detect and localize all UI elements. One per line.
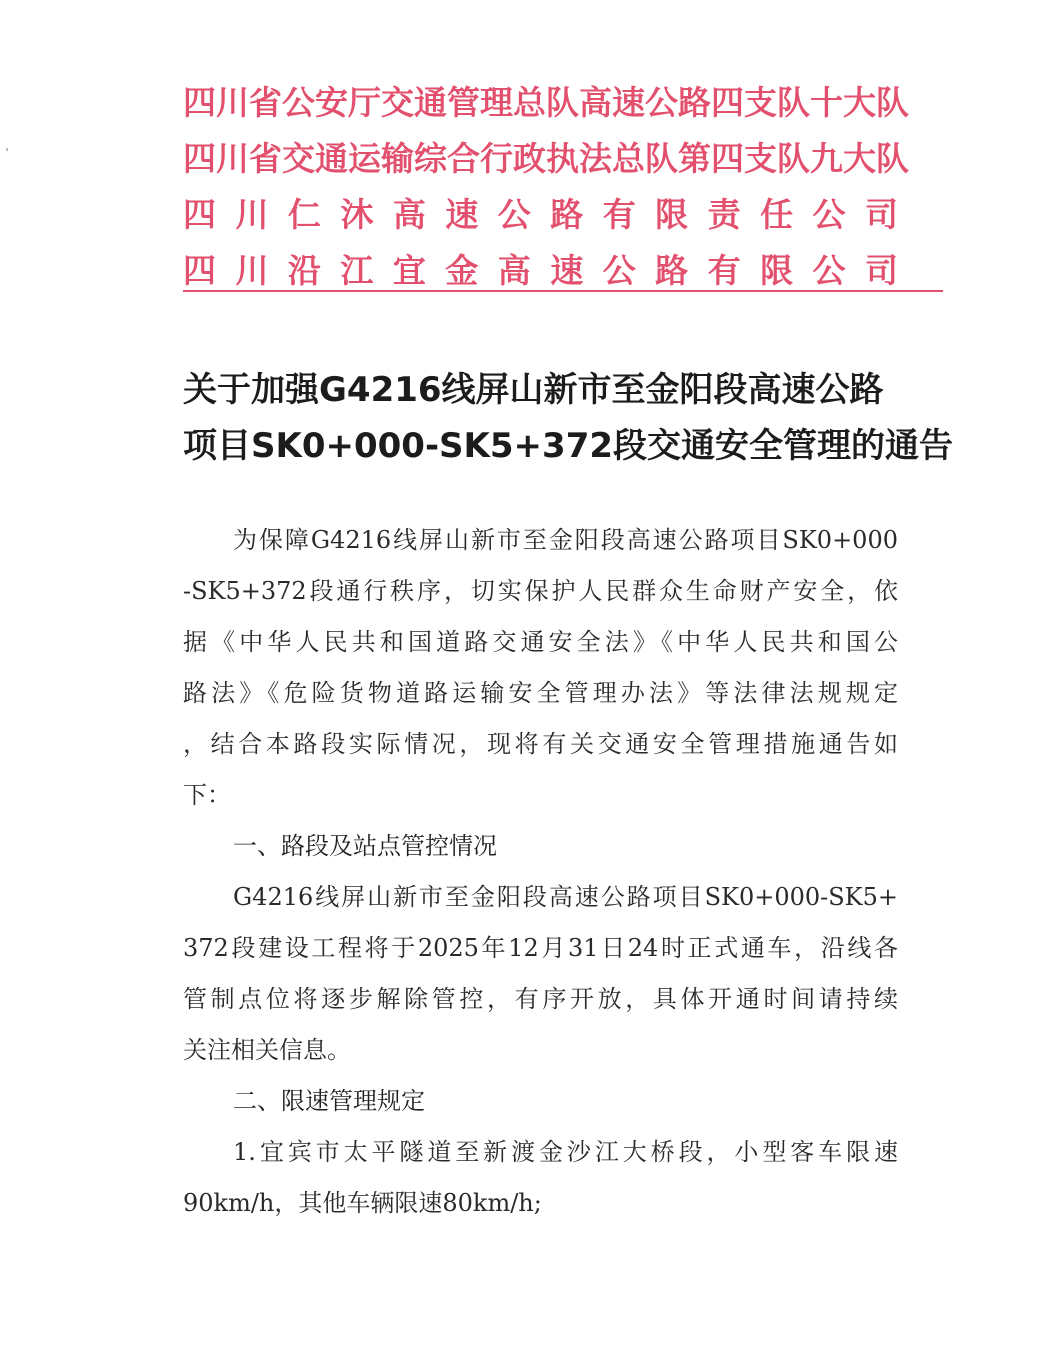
section-1-line-2: 372段建设工程将于2025年12月31日24时正式通车，沿线各 bbox=[183, 934, 898, 962]
issuing-authorities bbox=[183, 75, 909, 299]
section-1-line-1: G4216线屏山新市至金阳段高速公路项目SK0+000-SK5+ bbox=[233, 883, 898, 911]
document-body bbox=[183, 515, 898, 1229]
intro-line-6: 下： bbox=[183, 781, 231, 809]
title-line-1: 关于加强G4216线屏山新市至金阳段高速公路 bbox=[183, 370, 884, 410]
margin-mark bbox=[6, 148, 8, 151]
intro-line-4: 路法》《危险货物道路运输安全管理办法》等法律法规规定 bbox=[183, 679, 898, 707]
section-2-line-2: 90km/h，其他车辆限速80km/h; bbox=[183, 1189, 542, 1217]
issuer-4: 四川沿江宜金高速公路有限公司 bbox=[183, 251, 898, 290]
red-divider bbox=[183, 290, 943, 292]
section-2-heading: 二、限速管理规定 bbox=[233, 1087, 425, 1115]
section-1-line-3: 管制点位将逐步解除管控，有序开放，具体开通时间请持续 bbox=[183, 985, 898, 1013]
title-line-2: 项目SK0+000-SK5+372段交通安全管理的通告 bbox=[183, 426, 954, 466]
section-1-heading: 一、路段及站点管控情况 bbox=[233, 832, 497, 860]
issuer-2: 四川省交通运输综合行政执法总队第四支队九大队 bbox=[183, 139, 909, 178]
intro-line-3: 据《中华人民共和国道路交通安全法》《中华人民共和国公 bbox=[183, 628, 898, 656]
section-2-line-1: 1.宜宾市太平隧道至新渡金沙江大桥段，小型客车限速 bbox=[233, 1138, 898, 1166]
issuer-1: 四川省公安厅交通管理总队高速公路四支队十大队 bbox=[183, 83, 909, 122]
intro-line-1: 为保障G4216线屏山新市至金阳段高速公路项目SK0+000 bbox=[233, 526, 898, 554]
intro-line-5: ，结合本路段实际情况，现将有关交通安全管理措施通告如 bbox=[183, 730, 898, 758]
intro-line-2: -SK5+372段通行秩序，切实保护人民群众生命财产安全，依 bbox=[183, 577, 898, 605]
issuer-3: 四川仁沐高速公路有限责任公司 bbox=[183, 195, 898, 234]
section-1-line-4: 关注相关信息。 bbox=[183, 1036, 351, 1064]
document-title bbox=[183, 362, 954, 474]
